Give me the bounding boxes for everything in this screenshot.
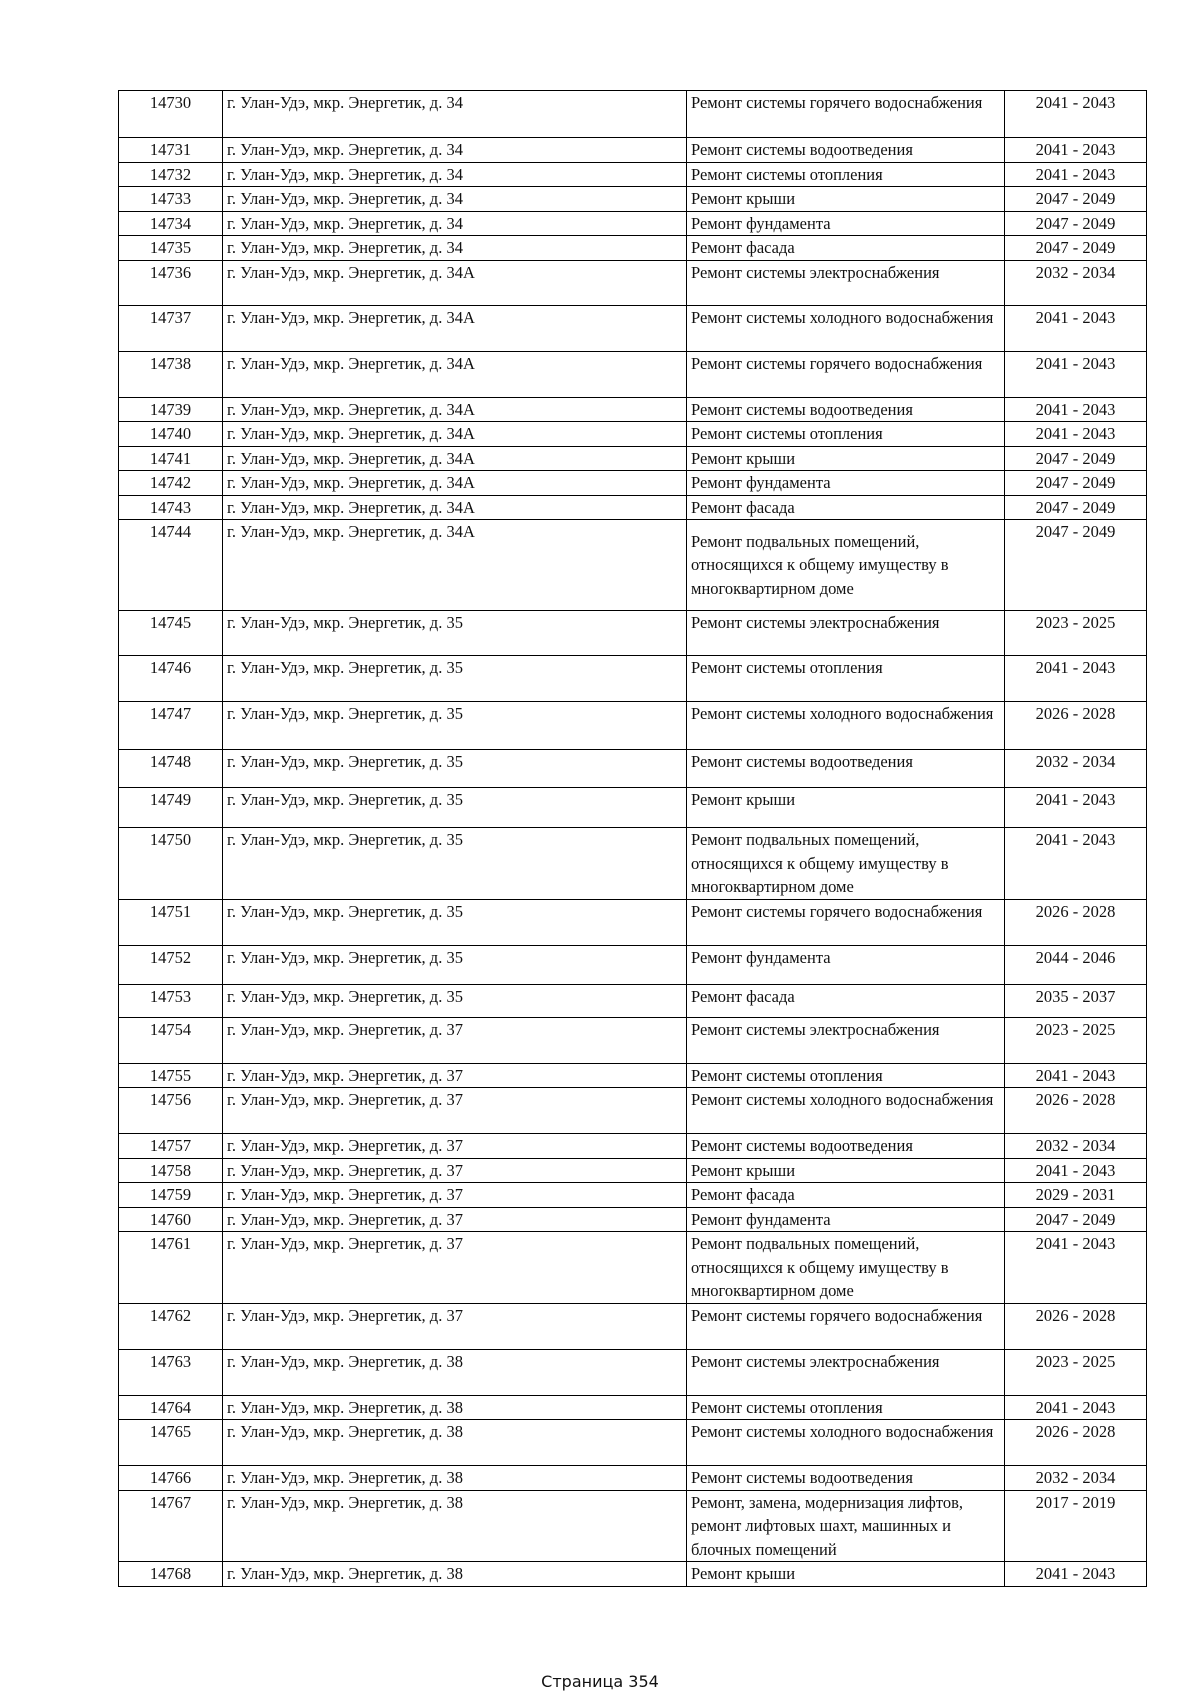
row-period: 2026 - 2028	[1005, 1088, 1147, 1134]
table-row	[119, 1017, 1147, 1063]
row-number: 14760	[119, 1207, 223, 1232]
table-row	[119, 1395, 1147, 1420]
table-row	[119, 1490, 1147, 1562]
row-work-type: Ремонт крыши	[687, 187, 1005, 212]
table-row	[119, 1303, 1147, 1349]
row-work-type: Ремонт фундамента	[687, 471, 1005, 496]
row-period: 2047 - 2049	[1005, 446, 1147, 471]
row-work-type: Ремонт крыши	[687, 1562, 1005, 1587]
table-row	[119, 899, 1147, 945]
row-work-type: Ремонт фасада	[687, 1183, 1005, 1208]
row-period: 2017 - 2019	[1005, 1490, 1147, 1562]
row-number: 14762	[119, 1303, 223, 1349]
row-number: 14742	[119, 471, 223, 496]
row-period: 2047 - 2049	[1005, 211, 1147, 236]
table-row	[119, 91, 1147, 138]
row-address: г. Улан-Удэ, мкр. Энергетик, д. 35	[223, 611, 687, 656]
row-period: 2041 - 2043	[1005, 1063, 1147, 1088]
table-row	[119, 1158, 1147, 1183]
row-address: г. Улан-Удэ, мкр. Энергетик, д. 34А	[223, 305, 687, 351]
row-address: г. Улан-Удэ, мкр. Энергетик, д. 37	[223, 1017, 687, 1063]
row-address: г. Улан-Удэ, мкр. Энергетик, д. 35	[223, 828, 687, 900]
row-period: 2041 - 2043	[1005, 1395, 1147, 1420]
row-address: г. Улан-Удэ, мкр. Энергетик, д. 34	[223, 91, 687, 138]
table-row	[119, 1183, 1147, 1208]
row-address: г. Улан-Удэ, мкр. Энергетик, д. 34	[223, 211, 687, 236]
row-work-type: Ремонт системы горячего водоснабжения	[687, 1303, 1005, 1349]
row-number: 14733	[119, 187, 223, 212]
row-work-type: Ремонт системы водоотведения	[687, 138, 1005, 163]
row-period: 2026 - 2028	[1005, 702, 1147, 750]
row-address: г. Улан-Удэ, мкр. Энергетик, д. 35	[223, 984, 687, 1017]
row-work-type: Ремонт системы электроснабжения	[687, 260, 1005, 305]
row-period: 2044 - 2046	[1005, 945, 1147, 984]
row-period: 2041 - 2043	[1005, 422, 1147, 447]
row-number: 14730	[119, 91, 223, 138]
row-number: 14763	[119, 1349, 223, 1395]
table-row	[119, 351, 1147, 397]
row-period: 2041 - 2043	[1005, 828, 1147, 900]
row-period: 2032 - 2034	[1005, 260, 1147, 305]
row-period: 2023 - 2025	[1005, 1349, 1147, 1395]
row-address: г. Улан-Удэ, мкр. Энергетик, д. 37	[223, 1232, 687, 1304]
row-work-type: Ремонт системы холодного водоснабжения	[687, 1420, 1005, 1466]
table-row	[119, 1063, 1147, 1088]
row-work-type: Ремонт крыши	[687, 788, 1005, 828]
table-row	[119, 1349, 1147, 1395]
row-address: г. Улан-Удэ, мкр. Энергетик, д. 37	[223, 1158, 687, 1183]
row-number: 14746	[119, 656, 223, 702]
row-number: 14731	[119, 138, 223, 163]
row-address: г. Улан-Удэ, мкр. Энергетик, д. 38	[223, 1420, 687, 1466]
row-number: 14745	[119, 611, 223, 656]
table-row	[119, 984, 1147, 1017]
table-row	[119, 422, 1147, 447]
row-period: 2041 - 2043	[1005, 138, 1147, 163]
row-number: 14755	[119, 1063, 223, 1088]
row-number: 14738	[119, 351, 223, 397]
row-work-type: Ремонт системы отопления	[687, 656, 1005, 702]
row-period: 2032 - 2034	[1005, 750, 1147, 788]
row-period: 2029 - 2031	[1005, 1183, 1147, 1208]
row-address: г. Улан-Удэ, мкр. Энергетик, д. 37	[223, 1063, 687, 1088]
row-work-type: Ремонт, замена, модернизация лифтов, ремонт лифтовых шахт, машинных и блочных помещений	[687, 1490, 1005, 1562]
row-work-type: Ремонт подвальных помещений, относящихся к общему имуществу в многоквартирном доме	[687, 520, 1005, 611]
table-row	[119, 656, 1147, 702]
row-address: г. Улан-Удэ, мкр. Энергетик, д. 38	[223, 1349, 687, 1395]
row-period: 2047 - 2049	[1005, 236, 1147, 261]
row-work-type: Ремонт фундамента	[687, 945, 1005, 984]
row-number: 14750	[119, 828, 223, 900]
row-period: 2047 - 2049	[1005, 187, 1147, 212]
table-row	[119, 828, 1147, 900]
table-row	[119, 187, 1147, 212]
row-work-type: Ремонт системы отопления	[687, 422, 1005, 447]
table-row	[119, 1232, 1147, 1304]
row-number: 14749	[119, 788, 223, 828]
table-row	[119, 397, 1147, 422]
table-row	[119, 788, 1147, 828]
row-address: г. Улан-Удэ, мкр. Энергетик, д. 38	[223, 1466, 687, 1491]
table-row	[119, 236, 1147, 261]
row-number: 14739	[119, 397, 223, 422]
table-row	[119, 260, 1147, 305]
row-number: 14754	[119, 1017, 223, 1063]
row-period: 2026 - 2028	[1005, 899, 1147, 945]
row-number: 14756	[119, 1088, 223, 1134]
row-period: 2041 - 2043	[1005, 305, 1147, 351]
row-period: 2035 - 2037	[1005, 984, 1147, 1017]
row-number: 14768	[119, 1562, 223, 1587]
row-period: 2032 - 2034	[1005, 1134, 1147, 1159]
row-work-type: Ремонт фасада	[687, 495, 1005, 520]
capital-repair-table	[118, 90, 1147, 1587]
row-period: 2041 - 2043	[1005, 162, 1147, 187]
row-address: г. Улан-Удэ, мкр. Энергетик, д. 37	[223, 1183, 687, 1208]
row-period: 2032 - 2034	[1005, 1466, 1147, 1491]
table-body	[119, 91, 1147, 1587]
row-work-type: Ремонт крыши	[687, 446, 1005, 471]
row-period: 2026 - 2028	[1005, 1420, 1147, 1466]
row-work-type: Ремонт системы электроснабжения	[687, 1017, 1005, 1063]
row-number: 14740	[119, 422, 223, 447]
row-address: г. Улан-Удэ, мкр. Энергетик, д. 34А	[223, 260, 687, 305]
row-work-type: Ремонт фасада	[687, 984, 1005, 1017]
table-row	[119, 520, 1147, 611]
row-address: г. Улан-Удэ, мкр. Энергетик, д. 35	[223, 750, 687, 788]
row-period: 2041 - 2043	[1005, 91, 1147, 138]
row-address: г. Улан-Удэ, мкр. Энергетик, д. 34А	[223, 351, 687, 397]
row-period: 2041 - 2043	[1005, 397, 1147, 422]
row-work-type: Ремонт системы горячего водоснабжения	[687, 351, 1005, 397]
table-row	[119, 495, 1147, 520]
row-work-type: Ремонт системы отопления	[687, 1063, 1005, 1088]
row-period: 2047 - 2049	[1005, 1207, 1147, 1232]
row-address: г. Улан-Удэ, мкр. Энергетик, д. 34	[223, 187, 687, 212]
row-period: 2047 - 2049	[1005, 471, 1147, 496]
row-address: г. Улан-Удэ, мкр. Энергетик, д. 37	[223, 1207, 687, 1232]
row-number: 14752	[119, 945, 223, 984]
table-row	[119, 611, 1147, 656]
table-row	[119, 1207, 1147, 1232]
row-work-type: Ремонт системы водоотведения	[687, 750, 1005, 788]
row-number: 14747	[119, 702, 223, 750]
row-address: г. Улан-Удэ, мкр. Энергетик, д. 35	[223, 788, 687, 828]
row-period: 2041 - 2043	[1005, 1562, 1147, 1587]
row-number: 14759	[119, 1183, 223, 1208]
row-work-type: Ремонт подвальных помещений, относящихся к общему имуществу в многоквартирном доме	[687, 828, 1005, 900]
table-row	[119, 1420, 1147, 1466]
row-address: г. Улан-Удэ, мкр. Энергетик, д. 34А	[223, 397, 687, 422]
row-number: 14732	[119, 162, 223, 187]
row-period: 2047 - 2049	[1005, 520, 1147, 611]
row-address: г. Улан-Удэ, мкр. Энергетик, д. 38	[223, 1562, 687, 1587]
table-row	[119, 162, 1147, 187]
row-number: 14767	[119, 1490, 223, 1562]
row-number: 14757	[119, 1134, 223, 1159]
row-address: г. Улан-Удэ, мкр. Энергетик, д. 35	[223, 702, 687, 750]
row-number: 14734	[119, 211, 223, 236]
page-number: Страница 354	[541, 1672, 659, 1691]
row-period: 2023 - 2025	[1005, 1017, 1147, 1063]
table-row	[119, 471, 1147, 496]
row-address: г. Улан-Удэ, мкр. Энергетик, д. 38	[223, 1395, 687, 1420]
row-address: г. Улан-Удэ, мкр. Энергетик, д. 37	[223, 1134, 687, 1159]
row-work-type: Ремонт фундамента	[687, 1207, 1005, 1232]
row-address: г. Улан-Удэ, мкр. Энергетик, д. 34А	[223, 446, 687, 471]
row-period: 2041 - 2043	[1005, 656, 1147, 702]
row-address: г. Улан-Удэ, мкр. Энергетик, д. 34	[223, 138, 687, 163]
row-number: 14766	[119, 1466, 223, 1491]
row-address: г. Улан-Удэ, мкр. Энергетик, д. 38	[223, 1490, 687, 1562]
row-work-type: Ремонт фундамента	[687, 211, 1005, 236]
table-row	[119, 138, 1147, 163]
row-work-type: Ремонт фасада	[687, 236, 1005, 261]
row-address: г. Улан-Удэ, мкр. Энергетик, д. 34А	[223, 495, 687, 520]
row-period: 2041 - 2043	[1005, 351, 1147, 397]
row-number: 14741	[119, 446, 223, 471]
row-number: 14737	[119, 305, 223, 351]
row-period: 2041 - 2043	[1005, 1158, 1147, 1183]
row-work-type: Ремонт системы холодного водоснабжения	[687, 702, 1005, 750]
row-number: 14735	[119, 236, 223, 261]
row-work-type: Ремонт системы отопления	[687, 162, 1005, 187]
row-work-type: Ремонт подвальных помещений, относящихся к общему имуществу в многоквартирном доме	[687, 1232, 1005, 1304]
row-work-type: Ремонт системы горячего водоснабжения	[687, 91, 1005, 138]
table-row	[119, 945, 1147, 984]
row-work-type: Ремонт системы холодного водоснабжения	[687, 1088, 1005, 1134]
row-address: г. Улан-Удэ, мкр. Энергетик, д. 34А	[223, 471, 687, 496]
row-number: 14764	[119, 1395, 223, 1420]
table-row	[119, 211, 1147, 236]
row-period: 2023 - 2025	[1005, 611, 1147, 656]
row-address: г. Улан-Удэ, мкр. Энергетик, д. 34А	[223, 520, 687, 611]
row-number: 14761	[119, 1232, 223, 1304]
row-address: г. Улан-Удэ, мкр. Энергетик, д. 35	[223, 899, 687, 945]
row-number: 14751	[119, 899, 223, 945]
row-work-type: Ремонт системы холодного водоснабжения	[687, 305, 1005, 351]
table-row	[119, 446, 1147, 471]
row-work-type: Ремонт системы отопления	[687, 1395, 1005, 1420]
table-row	[119, 750, 1147, 788]
row-address: г. Улан-Удэ, мкр. Энергетик, д. 35	[223, 656, 687, 702]
table-row	[119, 1562, 1147, 1587]
row-number: 14758	[119, 1158, 223, 1183]
row-work-type: Ремонт системы водоотведения	[687, 1466, 1005, 1491]
row-address: г. Улан-Удэ, мкр. Энергетик, д. 34А	[223, 422, 687, 447]
row-address: г. Улан-Удэ, мкр. Энергетик, д. 34	[223, 162, 687, 187]
row-period: 2041 - 2043	[1005, 788, 1147, 828]
row-period: 2041 - 2043	[1005, 1232, 1147, 1304]
table-row	[119, 702, 1147, 750]
row-address: г. Улан-Удэ, мкр. Энергетик, д. 35	[223, 945, 687, 984]
row-work-type: Ремонт системы электроснабжения	[687, 1349, 1005, 1395]
row-address: г. Улан-Удэ, мкр. Энергетик, д. 37	[223, 1088, 687, 1134]
table-row	[119, 1466, 1147, 1491]
row-work-type: Ремонт системы электроснабжения	[687, 611, 1005, 656]
row-period: 2047 - 2049	[1005, 495, 1147, 520]
row-work-type: Ремонт крыши	[687, 1158, 1005, 1183]
row-number: 14743	[119, 495, 223, 520]
row-number: 14765	[119, 1420, 223, 1466]
row-address: г. Улан-Удэ, мкр. Энергетик, д. 34	[223, 236, 687, 261]
row-work-type: Ремонт системы горячего водоснабжения	[687, 899, 1005, 945]
table-row	[119, 1134, 1147, 1159]
row-number: 14744	[119, 520, 223, 611]
row-number: 14748	[119, 750, 223, 788]
table-row	[119, 1088, 1147, 1134]
table-row	[119, 305, 1147, 351]
row-address: г. Улан-Удэ, мкр. Энергетик, д. 37	[223, 1303, 687, 1349]
row-work-type: Ремонт системы водоотведения	[687, 1134, 1005, 1159]
row-number: 14736	[119, 260, 223, 305]
row-period: 2026 - 2028	[1005, 1303, 1147, 1349]
row-work-type: Ремонт системы водоотведения	[687, 397, 1005, 422]
row-number: 14753	[119, 984, 223, 1017]
